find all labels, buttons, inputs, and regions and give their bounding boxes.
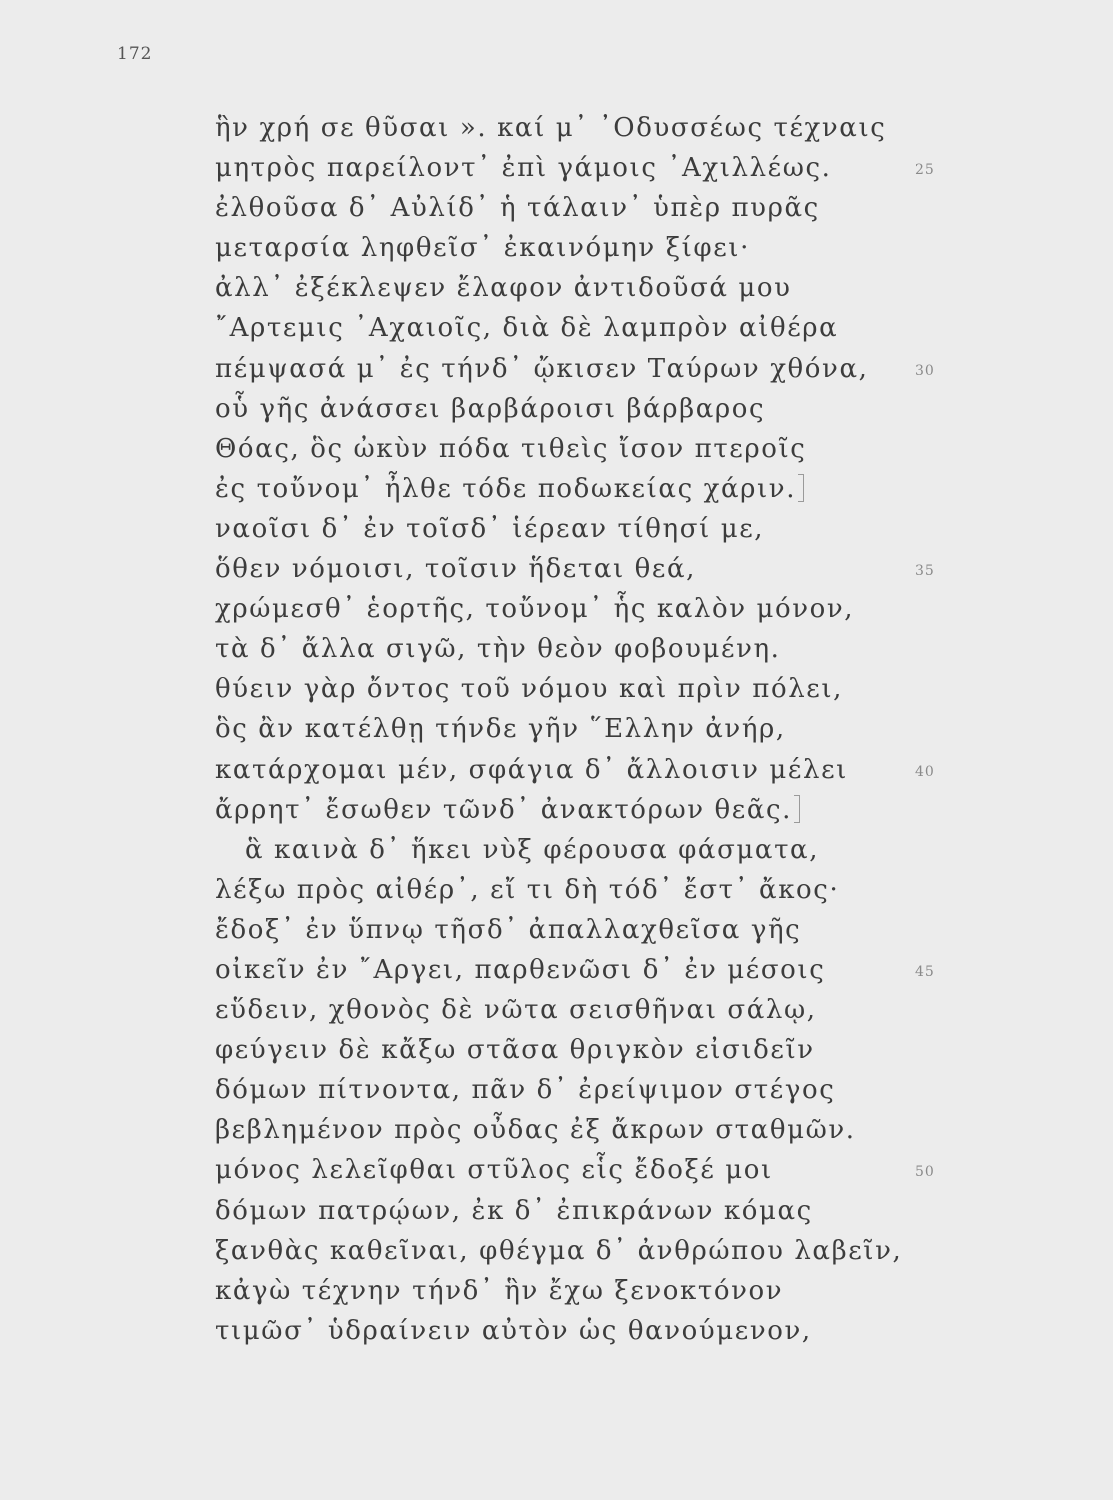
verse-line: ἣν χρή σε θῦσαι ». καί μ᾽ ᾿Οδυσσέως τέχναις: [215, 113, 887, 143]
verse-line: ῎Αρτεμις ᾿Αχαιοῖς, διὰ δὲ λαμπρὸν αἰθέρα: [215, 313, 839, 344]
line-number: 45: [915, 963, 935, 980]
verse-line: μόνος λελεῖφθαι στῦλος εἷς ἔδοξέ μοι 50: [215, 1150, 895, 1190]
bracket-mark: [798, 474, 804, 502]
verse-block: [215, 108, 935, 1351]
line-number: 40: [915, 763, 935, 780]
verse-line: πέμψασά μ᾽ ἐς τήνδ᾽ ᾤκισεν Ταύρων χθόνα, 30: [215, 349, 895, 389]
verse-line: ἃ καινὰ δ᾽ ἥκει νὺξ φέρουσα φάσματα,: [245, 834, 820, 865]
verse-line: ἀλλ᾽ ἐξέκλεψεν ἔλαφον ἀντιδοῦσά μου: [215, 273, 792, 304]
verse-line: τὰ δ᾽ ἄλλα σιγῶ, τὴν θεὸν φοβουμένη.: [215, 634, 781, 665]
verse-line: κατάρχομαι μέν, σφάγια δ᾽ ἄλλοισιν μέλει 40: [215, 750, 895, 790]
line-number: 25: [915, 162, 935, 179]
verse-line: μητρὸς παρείλοντ᾽ ἐπὶ γάμοις ᾿Αχιλλέως. 25: [215, 148, 895, 188]
verse-line: Θόας, ὃς ὠκὺν πόδα τιθεὶς ἴσον πτεροῖς: [215, 433, 807, 464]
verse-line: οἰκεῖν ἐν ῎Αργει, παρθενῶσι δ᾽ ἐν μέσοις 45: [215, 950, 895, 990]
verse-line: εὕδειν, χθονὸς δὲ νῶτα σεισθῆναι σάλῳ,: [215, 995, 817, 1026]
verse-line: βεβλημένον πρὸς οὖδας ἐξ ἄκρων σταθμῶν.: [215, 1115, 856, 1146]
bracket-mark: [794, 795, 800, 823]
verse-line: ἐλθοῦσα δ᾽ Αὐλίδ᾽ ἡ τάλαιν᾽ ὑπὲρ πυρᾶς: [215, 193, 820, 224]
verse-line: τιμῶσ᾽ ὑδραίνειν αὐτὸν ὡς θανούμενον,: [215, 1315, 812, 1346]
verse-line: ὃς ἂν κατέλθῃ τήνδε γῆν ῞Ελλην ἀνήρ,: [215, 714, 786, 745]
page-number: 172: [117, 44, 153, 64]
verse-line: δόμων πίτνοντα, πᾶν δ᾽ ἐρείψιμον στέγος: [215, 1075, 836, 1106]
verse-line: ἔδοξ᾽ ἐν ὕπνῳ τῆσδ᾽ ἀπαλλαχθεῖσα γῆς: [215, 914, 802, 945]
line-number: 35: [915, 563, 935, 580]
verse-line: οὗ γῆς ἀνάσσει βαρβάροισι βάρβαρος: [215, 393, 766, 424]
verse-line: ναοῖσι δ᾽ ἐν τοῖσδ᾽ ἱέρεαν τίθησί με,: [215, 513, 765, 544]
line-number: 50: [915, 1164, 935, 1181]
verse-line: ξανθὰς καθεῖναι, φθέγμα δ᾽ ἀνθρώπου λαβεῖν,: [215, 1235, 903, 1266]
verse-line: ὅθεν νόμοισι, τοῖσιν ἥδεται θεά, 35: [215, 549, 895, 589]
line-number: 30: [915, 362, 935, 379]
verse-line: μεταρσία ληφθεῖσ᾽ ἐκαινόμην ξίφει·: [215, 233, 750, 264]
verse-line: κἀγὼ τέχνην τήνδ᾽ ἣν ἔχω ξενοκτόνον: [215, 1275, 784, 1306]
verse-line: θύειν γὰρ ὄντος τοῦ νόμου καὶ πρὶν πόλει,: [215, 674, 844, 705]
verse-line: χρώμεσθ᾽ ἑορτῆς, τοὔνομ᾽ ἧς καλὸν μόνον,: [215, 594, 855, 625]
verse-line: λέξω πρὸς αἰθέρ᾽, εἴ τι δὴ τόδ᾽ ἔστ᾽ ἄκος·: [215, 874, 840, 905]
verse-line: ἐς τοὔνομ᾽ ἦλθε τόδε ποδωκείας χάριν.: [215, 469, 895, 509]
verse-line: ἄρρητ᾽ ἔσωθεν τῶνδ᾽ ἀνακτόρων θεᾶς.: [215, 790, 895, 830]
verse-line: δόμων πατρῴων, ἐκ δ᾽ ἐπικράνων κόμας: [215, 1195, 813, 1226]
verse-line: φεύγειν δὲ κἄξω στᾶσα θριγκὸν εἰσιδεῖν: [215, 1035, 815, 1066]
